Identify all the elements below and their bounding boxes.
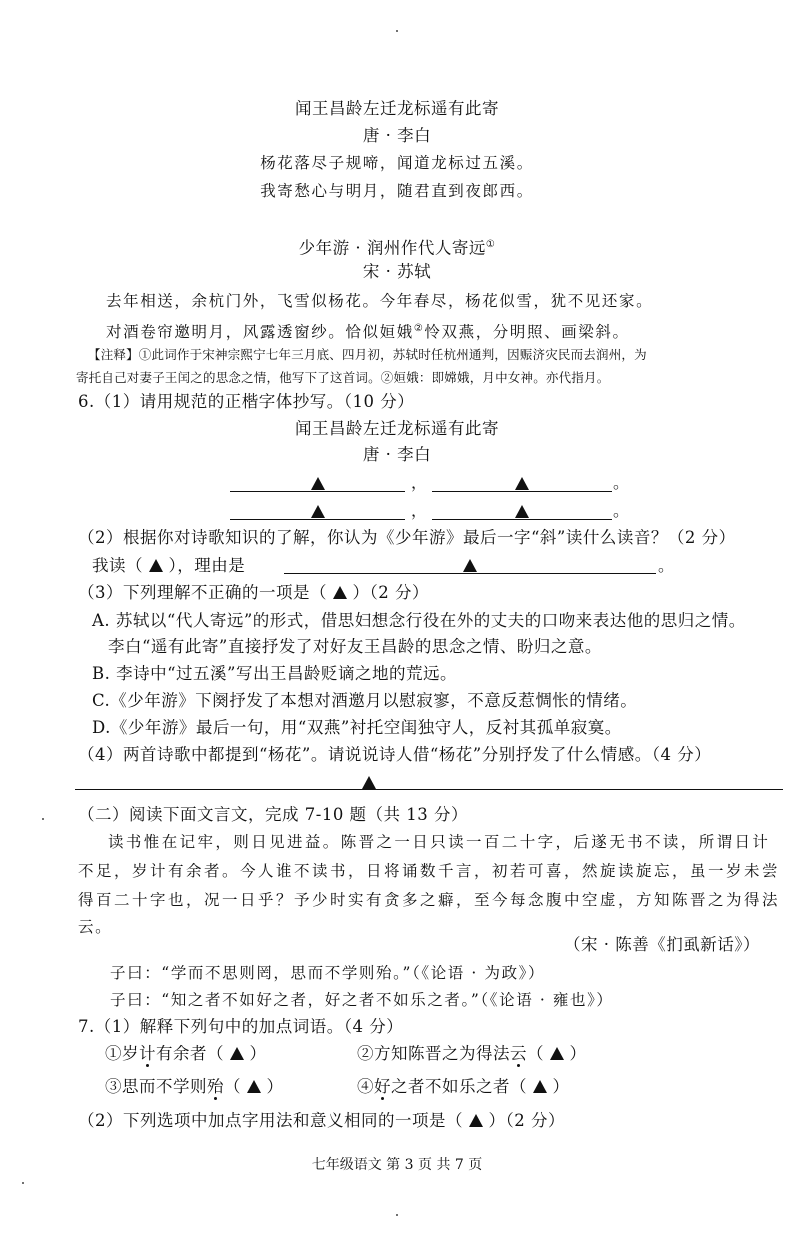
q6-option-a: A. 苏轼以“代人寄远”的形式，借思妇想念行役在外的丈夫的口吻来表达他的思归之情。 (92, 611, 746, 630)
q6-part3: （3）下列理解不正确的一项是（ ）（2 分） (78, 583, 429, 602)
q7-item4: ④好之者不如乐之者（ ） (357, 1077, 570, 1096)
q7-item2: ②方知陈晋之为得法云（ ） (357, 1044, 587, 1063)
q6-comma: ， (411, 473, 428, 492)
footnote-marker: ① (485, 239, 496, 250)
q6-comma: ， (411, 501, 428, 520)
q7-item1: ①岁计有余者（ ） (105, 1044, 267, 1063)
answer-blank[interactable] (230, 505, 405, 520)
triangle-marker-icon (469, 1114, 483, 1127)
footnote-marker: ② (413, 323, 425, 334)
answer-blank[interactable] (432, 477, 612, 492)
poem1-line2: 我寄愁心与明月，随君直到夜郎西。 (260, 182, 534, 200)
q6-part4: （4）两首诗歌中都提到“杨花”。请说说诗人借“杨花”分别抒发了什么情感。（4 分） (78, 745, 712, 764)
q6-option-b: B. 李诗中“过五溪”写出王昌龄贬谪之地的荒远。 (92, 664, 457, 683)
passage-line4: 云。 (78, 918, 113, 936)
triangle-marker-icon (230, 1047, 244, 1060)
triangle-marker-icon (333, 586, 347, 599)
triangle-marker-icon (311, 477, 325, 490)
triangle-marker-icon (247, 1080, 261, 1093)
triangle-marker-icon (311, 505, 325, 518)
poem1-line1: 杨花落尽子规啼，闻道龙标过五溪。 (260, 154, 534, 172)
q6-option-a-cont: 李白“遥有此寄”直接抒发了对好友王昌龄的思念之情、盼归之意。 (108, 637, 602, 656)
poem1-author: 唐 · 李白 (362, 126, 432, 145)
passage-line1: 读书惟在记牢，则日见进益。陈晋之一日只读一百二十字，后遂无书不读，所谓日计 (108, 833, 771, 851)
passage-source: （宋 · 陈善《扪虱新话》） (564, 935, 760, 954)
q7-part1: 7.（1）解释下列句中的加点词语。（4 分） (78, 1017, 404, 1036)
answer-blank[interactable] (432, 505, 612, 520)
triangle-marker-icon (362, 776, 376, 789)
annotation-line2: 寄托自己对妻子王闰之的思念之情，他写下了这首词。②姮娥：即嫦娥，月中女神。亦代指月。 (76, 370, 610, 385)
q6-copy-title: 闻王昌龄左迁龙标遥有此寄 (295, 419, 499, 438)
q6-part2-end: 。 (658, 556, 675, 575)
triangle-marker-icon (463, 559, 477, 572)
analects-quote1: 子曰：“学而不思则罔，思而不学则殆。”（《论语 · 为政》） (110, 964, 546, 982)
triangle-marker-icon (533, 1080, 547, 1093)
triangle-marker-icon (149, 559, 163, 572)
annotation-line1: 【注释】①此词作于宋神宗熙宁七年三月底、四月初，苏轼时任杭州通判，因赈济灾民而去润州，为 (88, 347, 647, 362)
q7-item3: ③思而不学则殆（ ） (105, 1077, 284, 1096)
passage-line3: 得百二十字也，况一日乎？予少时实有贪多之癖，至今每念腹中空虚，方知陈晋之为得法 (78, 891, 781, 909)
q6-option-d: D.《少年游》最后一句，用“双燕”衬托空闺独守人，反衬其孤单寂寞。 (92, 718, 622, 737)
q6-part1: 6.（1）请用规范的正楷字体抄写。（10 分） (78, 392, 415, 411)
poem1-title: 闻王昌龄左迁龙标遥有此寄 (295, 99, 499, 118)
page-footer: 七年级语文 第 3 页 共 7 页 (311, 1157, 483, 1173)
q6-part2: （2）根据你对诗歌知识的了解，你认为《少年游》最后一字“斜”读什么读音？（2 分） (78, 528, 736, 547)
triangle-marker-icon (515, 477, 529, 490)
analects-quote2: 子曰：“知之者不如好之者，好之者不如乐之者。”（《论语 · 雍也》） (110, 991, 614, 1009)
answer-blank[interactable] (284, 559, 656, 574)
q7-part2: （2）下列选项中加点字用法和意义相同的一项是（ ）（2 分） (78, 1111, 565, 1130)
triangle-marker-icon (515, 505, 529, 518)
triangle-marker-icon (550, 1047, 564, 1060)
passage-line2: 不足，岁计有余者。今人谁不读书，日将诵数千言，初若可喜，然旋读旋忘，虽一岁未尝 (78, 862, 781, 880)
answer-line (75, 789, 783, 790)
answer-blank[interactable] (230, 477, 405, 492)
poem2-author: 宋 · 苏轼 (362, 262, 432, 281)
poem2-title: 少年游 · 润州作代人寄远① (298, 238, 496, 258)
q6-period: 。 (613, 501, 630, 520)
q6-copy-author: 唐 · 李白 (362, 445, 432, 464)
poem2-line1: 去年相送，余杭门外，飞雪似杨花。今年春尽，杨花似雪，犹不见还家。 (106, 292, 654, 310)
q6-period: 。 (613, 473, 630, 492)
poem2-line2: 对酒卷帘邀明月，风露透窗纱。恰似姮娥②怜双燕，分明照、画梁斜。 (106, 323, 630, 342)
q6-option-c: C.《少年游》下阕抒发了本想对酒邀月以慰寂寥，不意反惹惆怅的情绪。 (92, 691, 638, 710)
section2-heading: （二）阅读下面文言文，完成 7-10 题（共 13 分） (78, 805, 469, 824)
q6-part2-answer: 我读（ ），理由是 (92, 556, 246, 575)
